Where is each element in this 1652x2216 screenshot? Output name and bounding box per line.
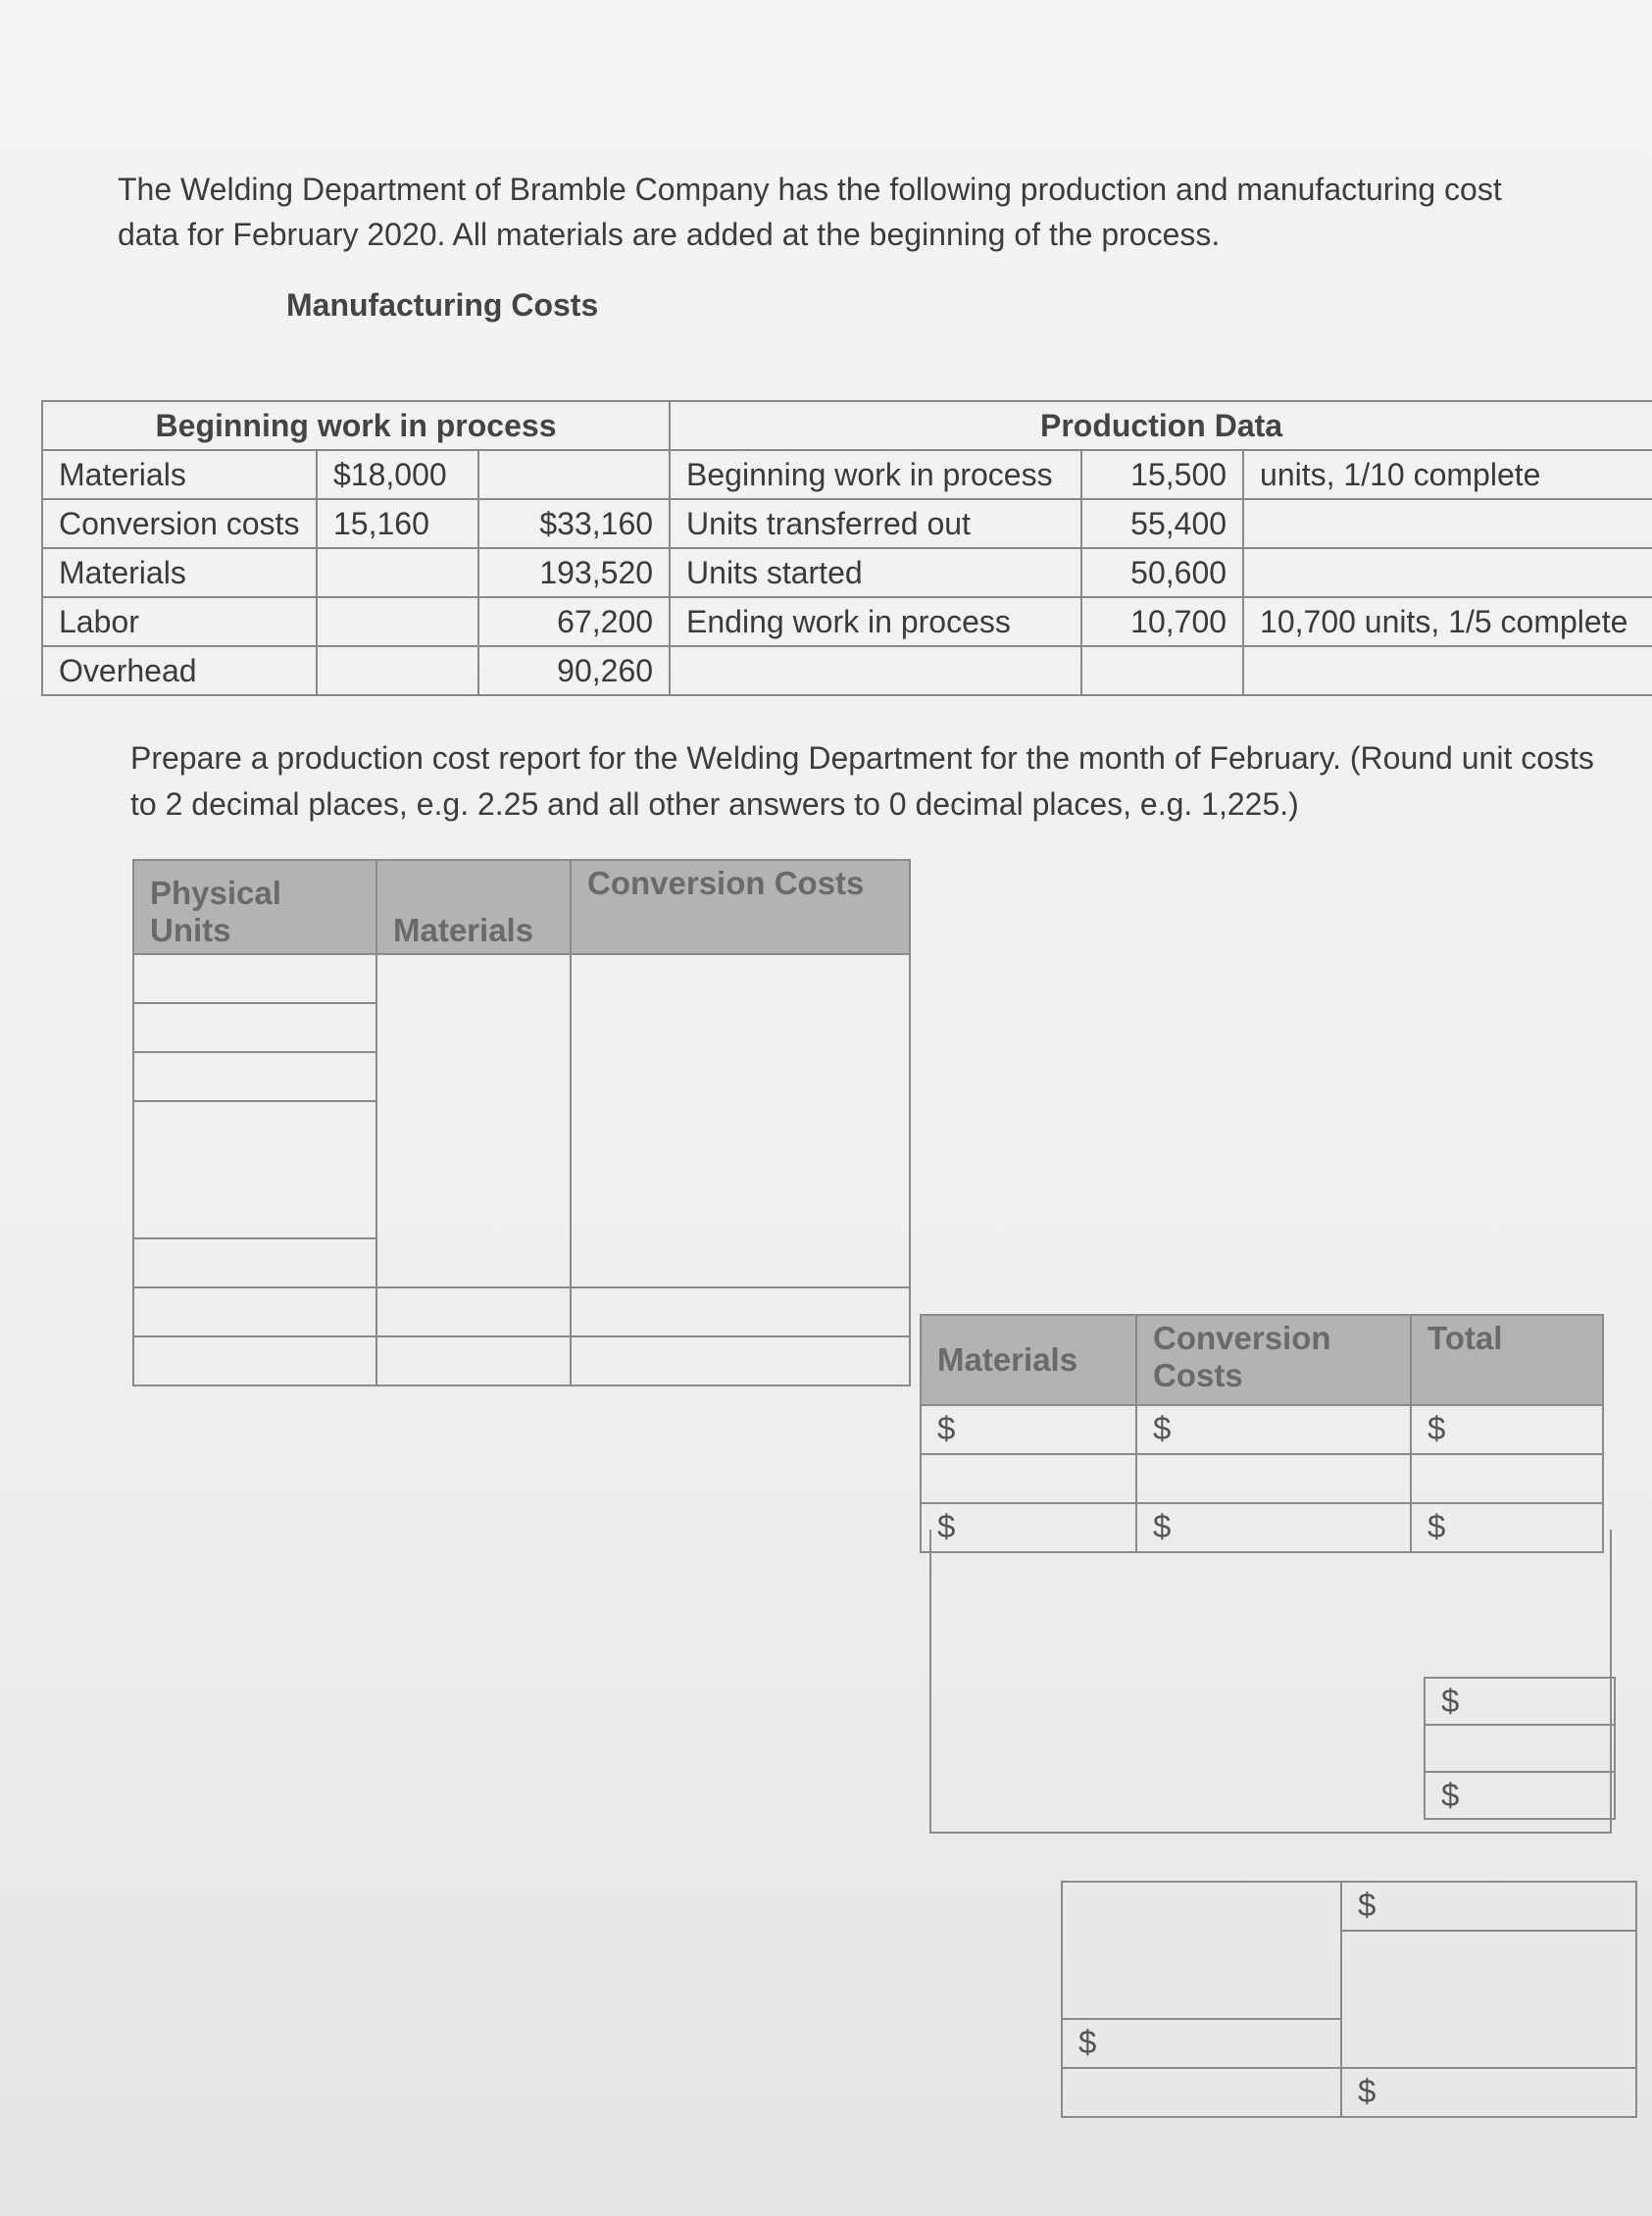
answer-input[interactable] [1341,2068,1636,2117]
dollar-sign: $ [1153,1508,1172,1544]
row-label: Conversion costs [42,499,317,548]
cost-total-cell [478,450,670,499]
production-value: 50,600 [1081,548,1243,597]
answer-input[interactable] [376,1287,571,1336]
total-costs-column [1424,1677,1616,1820]
production-note: units, 1/10 complete [1243,450,1652,499]
dollar-sign: $ [1427,1508,1446,1544]
materials-header: Materials [376,860,571,954]
row-label: Overhead [42,646,317,695]
cost-total-cell: 90,260 [478,646,670,695]
answer-input[interactable] [133,1238,376,1287]
cost-cell [317,548,478,597]
production-value: 15,500 [1081,450,1243,499]
answer-input[interactable] [1062,2068,1341,2117]
answer-input[interactable] [571,954,910,1287]
dollar-sign: $ [1441,1683,1460,1719]
table-row [42,597,1652,646]
answer-input[interactable] [1136,1405,1411,1454]
answer-input[interactable] [133,1101,376,1238]
answer-input[interactable] [1341,1882,1636,1931]
answer-input[interactable] [1425,1678,1615,1725]
answer-input[interactable] [1341,1931,1636,2068]
answer-input[interactable] [1411,1454,1603,1503]
dollar-sign: $ [1358,2073,1377,2109]
production-note [1243,548,1652,597]
answer-input[interactable] [1062,1882,1341,2019]
row-label: Materials [42,548,317,597]
instructions-paragraph: Prepare a production cost report for the Welding Department for the month of February. (Round unit costs to 2 decimal places, e.g. 2.25 and all other answers to 0 decimal places, e.g. 1,225.) [130,740,1594,822]
production-note [1243,646,1652,695]
total-header: Total [1411,1315,1603,1405]
production-label: Units transferred out [670,499,1081,548]
table-row [42,499,1652,548]
production-label: Beginning work in process [670,450,1081,499]
production-data-header: Production Data [670,401,1652,450]
answer-input[interactable] [133,954,376,1003]
dollar-sign: $ [1441,1777,1460,1813]
row-label: Labor [42,597,317,646]
dollar-sign: $ [1427,1410,1446,1446]
answer-input[interactable] [133,1052,376,1101]
answer-input[interactable] [921,1405,1136,1454]
row-label: Materials [42,450,317,499]
answer-input[interactable] [376,1336,571,1385]
beginning-wip-header: Beginning work in process [42,401,670,450]
dollar-sign: $ [937,1508,956,1544]
cost-cell [317,597,478,646]
cost-cell: $18,000 [317,450,478,499]
answer-input[interactable] [133,1336,376,1385]
physical-units-header: Physical Units [133,860,376,954]
production-note: 10,700 units, 1/5 complete [1243,597,1652,646]
production-label [670,646,1081,695]
cost-total-cell: $33,160 [478,499,670,548]
answer-input[interactable] [571,1336,910,1385]
production-note [1243,499,1652,548]
answer-input[interactable] [1425,1772,1615,1819]
intro-paragraph: The Welding Department of Bramble Company has the following production and manufacturing cost data for February 2020. All materials are added at the beginning of the process. [118,172,1502,252]
answer-input[interactable] [1062,2019,1341,2068]
dollar-sign: $ [1078,2024,1097,2060]
production-label: Units started [670,548,1081,597]
table-row [42,548,1652,597]
conversion-costs-header: Conversion Costs [1136,1315,1411,1405]
table-row [42,646,1652,695]
production-label: Ending work in process [670,597,1081,646]
answer-input[interactable] [133,1287,376,1336]
answer-input[interactable] [921,1454,1136,1503]
cost-reconciliation-table [1061,1881,1637,2118]
answer-input[interactable] [1425,1725,1615,1772]
cost-cell: 15,160 [317,499,478,548]
dollar-sign: $ [1153,1410,1172,1446]
manufacturing-costs-title: Manufacturing Costs [286,287,599,323]
production-value: 55,400 [1081,499,1243,548]
equivalent-units-table [132,859,911,1386]
answer-input[interactable] [571,1287,910,1336]
manufacturing-data-table [41,400,1652,696]
materials-header: Materials [921,1315,1136,1405]
unit-costs-table [920,1314,1604,1553]
table-row [42,450,1652,499]
cost-total-cell: 193,520 [478,548,670,597]
dollar-sign: $ [1358,1887,1377,1923]
answer-input[interactable] [1136,1454,1411,1503]
answer-input[interactable] [133,1003,376,1052]
answer-input[interactable] [376,954,571,1287]
production-value: 10,700 [1081,597,1243,646]
cost-total-cell: 67,200 [478,597,670,646]
dollar-sign: $ [937,1410,956,1446]
conversion-costs-header: Conversion Costs [571,860,910,954]
cost-cell [317,646,478,695]
production-value [1081,646,1243,695]
answer-input[interactable] [1411,1405,1603,1454]
